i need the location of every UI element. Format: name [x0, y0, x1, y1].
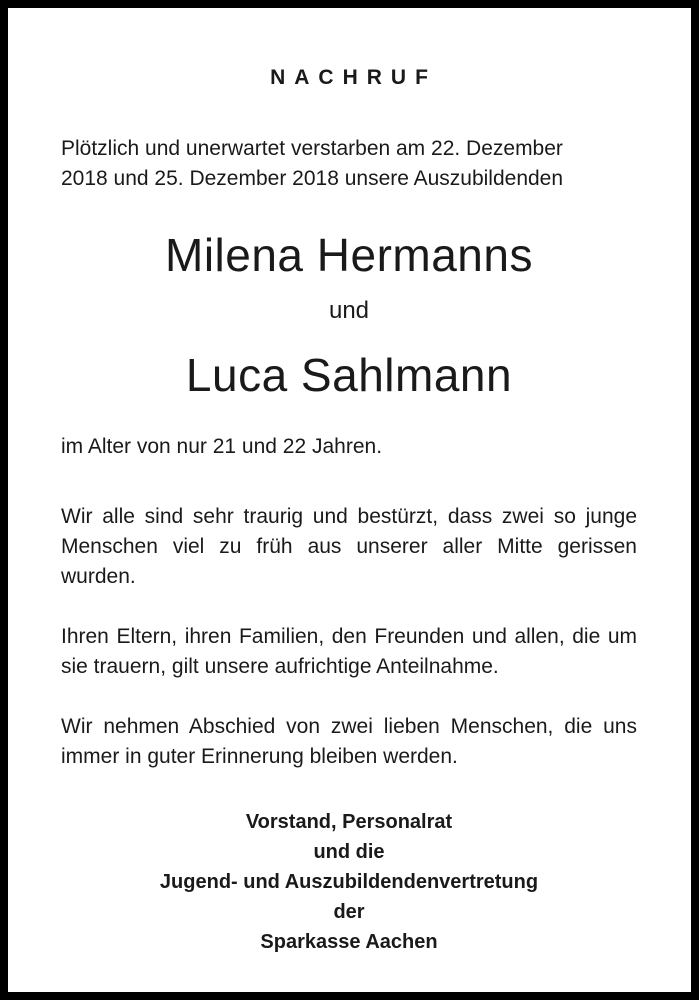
signature-line: Vorstand, Personalrat: [245, 811, 453, 833]
signature-line: der: [333, 901, 365, 923]
condolence-paragraph-2: Ihren Eltern, ihren Familien, den Freunden und allen, die um sie trauern, gilt unsere aufrichtige Anteilnahme.: [61, 625, 637, 678]
signature-block: [61, 807, 637, 957]
age-text: im Alter von nur 21 und 22 Jahren.: [61, 435, 383, 458]
signature-line: Sparkasse Aachen: [260, 931, 438, 953]
deceased-name-1: Milena Hermanns: [165, 229, 533, 281]
conjunction-text: und: [328, 297, 370, 324]
deceased-name-2: Luca Sahlmann: [185, 349, 513, 401]
signature-line: und die: [313, 841, 385, 863]
signature-line: Jugend- und Auszubildendenvertretung: [159, 871, 539, 893]
intro-text: [61, 134, 637, 194]
condolence-paragraph-3: Wir nehmen Abschied von zwei lieben Menschen, die uns immer in guter Erinnerung bleiben werden.: [61, 715, 637, 768]
condolence-paragraph-1: Wir alle sind sehr traurig und bestürzt, dass zwei so junge Menschen viel zu früh aus unserer aller Mitte gerissen wurden.: [61, 505, 637, 588]
notice-headline: NACHRUF: [270, 66, 437, 89]
intro-line: Plötzlich und unerwartet verstarben am 22. Dezember: [61, 137, 563, 160]
intro-line: 2018 und 25. Dezember 2018 unsere Auszubildenden: [61, 167, 564, 190]
